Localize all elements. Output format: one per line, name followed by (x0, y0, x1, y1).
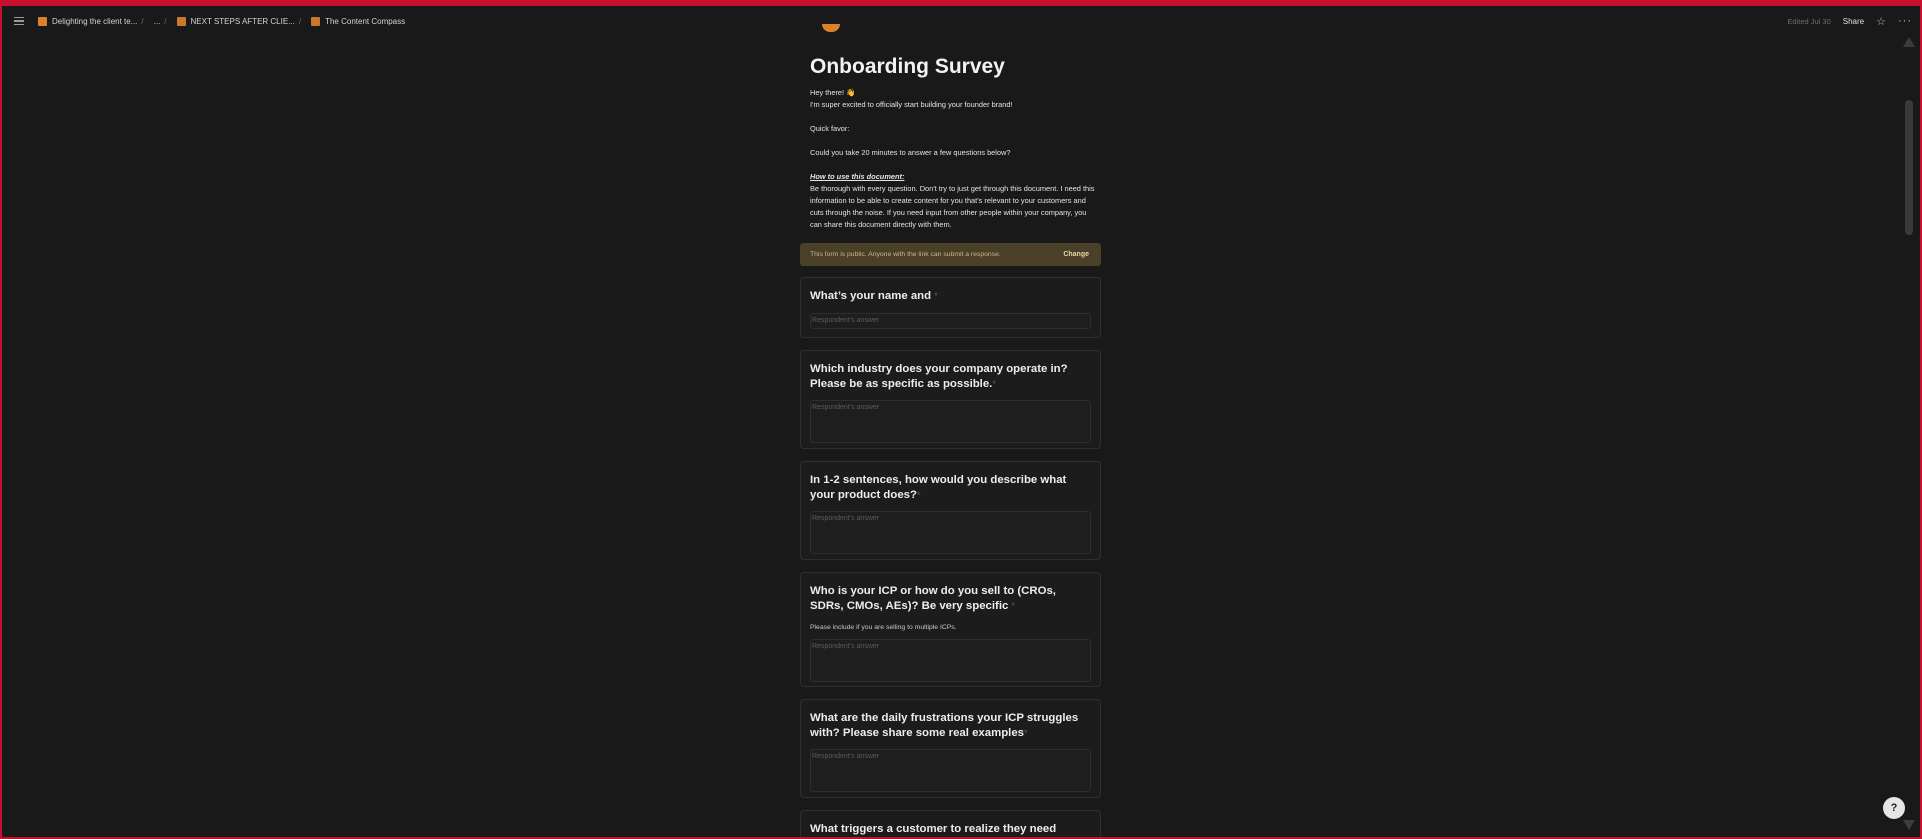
question-card (800, 350, 1101, 449)
scrollbar-thumb[interactable] (1905, 100, 1913, 235)
flag-icon (311, 17, 320, 26)
breadcrumb-separator: / (141, 16, 144, 26)
breadcrumb-ellipsis[interactable] (154, 17, 161, 26)
banner-text: This form is public. Anyone with the link can submit a response. (810, 251, 1001, 258)
more-options-icon[interactable]: ··· (1898, 15, 1912, 27)
required-marker: * (1011, 601, 1016, 611)
question-title: Who is your ICP or how do you sell to (CROs, SDRs, CMOs, AEs)? Be very specific * (810, 585, 1056, 612)
star-icon[interactable]: ☆ (1876, 15, 1886, 28)
answer-input[interactable]: Respondent's answer (810, 313, 1091, 329)
question-card (800, 572, 1101, 687)
required-marker: * (1024, 728, 1028, 738)
flag-icon (177, 17, 186, 26)
scroll-down-arrow[interactable] (1903, 820, 1915, 830)
answer-input[interactable]: Respondent's answer (810, 639, 1091, 682)
menu-icon[interactable] (10, 10, 32, 32)
intro-favor: Quick favor: (810, 124, 850, 133)
share-button[interactable]: Share (1842, 16, 1865, 26)
intro-text (810, 87, 1100, 231)
breadcrumb-label: Delighting the client te... (52, 16, 138, 26)
top-bar (2, 6, 1920, 36)
breadcrumb-label: NEXT STEPS AFTER CLIE... (190, 16, 295, 26)
breadcrumb-separator: / (164, 16, 167, 26)
question-title: In 1-2 sentences, how would you describe what your product does?* (810, 474, 1067, 501)
question-card (800, 810, 1101, 839)
question-description: Please include if you are selling to multiple ICPs. (810, 624, 957, 631)
scroll-up-arrow[interactable] (1903, 37, 1915, 47)
breadcrumb-label: ... (153, 16, 161, 26)
howto-body: Be thorough with every question. Don't try to just get through this document. I need this information to be able to create content for you that's relevant to your customers and cuts through the noise. If you need input from other people within your company, you can share this document directly with them. (810, 184, 1095, 229)
question-title: What triggers a customer to realize they need (810, 823, 1057, 835)
question-title: What’s your name and * (810, 290, 938, 302)
breadcrumb-label: The Content Compass (325, 16, 406, 26)
intro-excited: I'm super excited to officially start building your founder brand! (810, 100, 1013, 109)
intro-greeting: Hey there! 👋 (810, 88, 856, 97)
question-title: What are the daily frustrations your ICP struggles with? Please share some real examples* (810, 712, 1079, 739)
question-title: Which industry does your company operate in? Please be as specific as possible.* (810, 363, 1068, 390)
breadcrumb-item[interactable] (38, 17, 137, 26)
breadcrumb-item[interactable] (177, 17, 295, 26)
answer-input[interactable]: Respondent's answer (810, 400, 1091, 443)
question-card (800, 461, 1101, 560)
change-button[interactable]: Change (1063, 251, 1089, 258)
required-marker: * (992, 379, 996, 389)
required-marker: * (934, 291, 938, 301)
book-icon (38, 17, 47, 26)
public-form-banner (800, 243, 1101, 266)
page-title: Onboarding Survey (810, 55, 1005, 78)
answer-input[interactable]: Respondent's answer (810, 749, 1091, 792)
intro-ask: Could you take 20 minutes to answer a few questions below? (810, 148, 1011, 157)
help-button[interactable]: ? (1883, 797, 1905, 819)
answer-input[interactable]: Respondent's answer (810, 511, 1091, 554)
howto-heading: How to use this document: (810, 172, 905, 181)
breadcrumb-item[interactable] (311, 17, 405, 26)
edited-timestamp: Edited Jul 30 (1787, 16, 1831, 26)
question-card (800, 277, 1101, 338)
required-marker: * (916, 490, 921, 500)
breadcrumb-separator: / (298, 16, 302, 26)
question-card (800, 699, 1101, 798)
